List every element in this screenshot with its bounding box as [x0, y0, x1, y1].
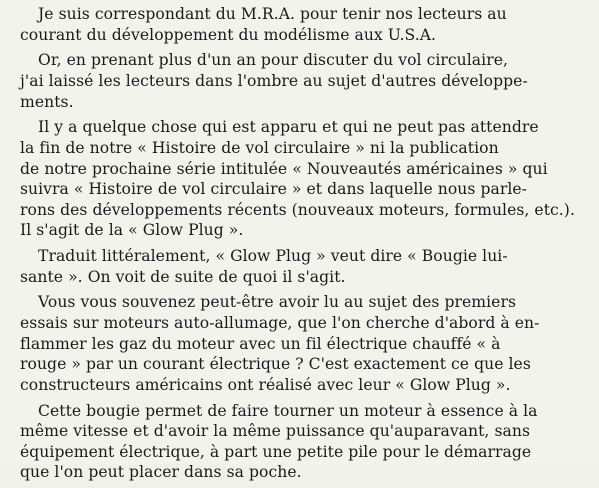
text-line: que l'on peut placer dans sa poche. [20, 463, 302, 482]
article-text [20, 4, 595, 488]
text-line: ments. [20, 92, 74, 111]
text-line: Or, en prenant plus d'un an pour discuter du vol circulaire, [38, 51, 508, 70]
text-line: rons des développements récents (nouveaux moteurs, formules, etc.). [20, 200, 575, 219]
text-line: j'ai laissé les lecteurs dans l'ombre au sujet d'autres développe- [20, 71, 528, 90]
paragraph-correspondent [20, 4, 595, 45]
text-line: la fin de notre « Histoire de vol circulaire » ni la publication [20, 138, 499, 157]
text-line: de notre prochaine série intitulée « Nouveautés américaines » qui [20, 159, 548, 178]
text-line: courant du développement du modélisme aux U.S.A. [20, 25, 437, 44]
paragraph-circular-flight [20, 50, 595, 112]
text-line: sante ». On voit de suite de quoi il s'agit. [20, 267, 346, 286]
text-line: même vitesse et d'avoir la même puissance qu'auparavant, sans [20, 422, 530, 441]
text-line: essais sur moteurs auto-allumage, que l'on cherche d'abord à en- [20, 314, 540, 333]
text-line: Cette bougie permet de faire tourner un moteur à essence à la [38, 401, 538, 420]
text-line: flammer les gaz du moteur avec un fil électrique chauffé « à [20, 334, 501, 353]
paragraph-self-ignition [20, 292, 595, 395]
text-line: Il y a quelque chose qui est apparu et qui ne peut pas attendre [38, 118, 539, 137]
text-line: suivra « Histoire de vol circulaire » et dans laquelle nous parle- [20, 180, 527, 199]
text-line: Je suis correspondant du M.R.A. pour tenir nos lecteurs au [38, 5, 507, 23]
text-line: Traduit littéralement, « Glow Plug » veut dire « Bougie lui- [38, 247, 508, 266]
paragraph-bougie-usage [20, 401, 595, 483]
text-line: Il s'agit de la « Glow Plug ». [20, 221, 244, 240]
text-line: Vous vous souvenez peut-être avoir lu au sujet des premiers [38, 293, 517, 312]
paragraph-glow-plug-intro [20, 117, 595, 241]
text-line: constructeurs américains ont réalisé avec leur « Glow Plug ». [20, 375, 511, 394]
text-line: équipement électrique, à part une petite pile pour le démarrage [20, 442, 532, 461]
paragraph-translation [20, 246, 595, 287]
text-line: rouge » par un courant électrique ? C'est exactement ce que les [20, 355, 531, 374]
